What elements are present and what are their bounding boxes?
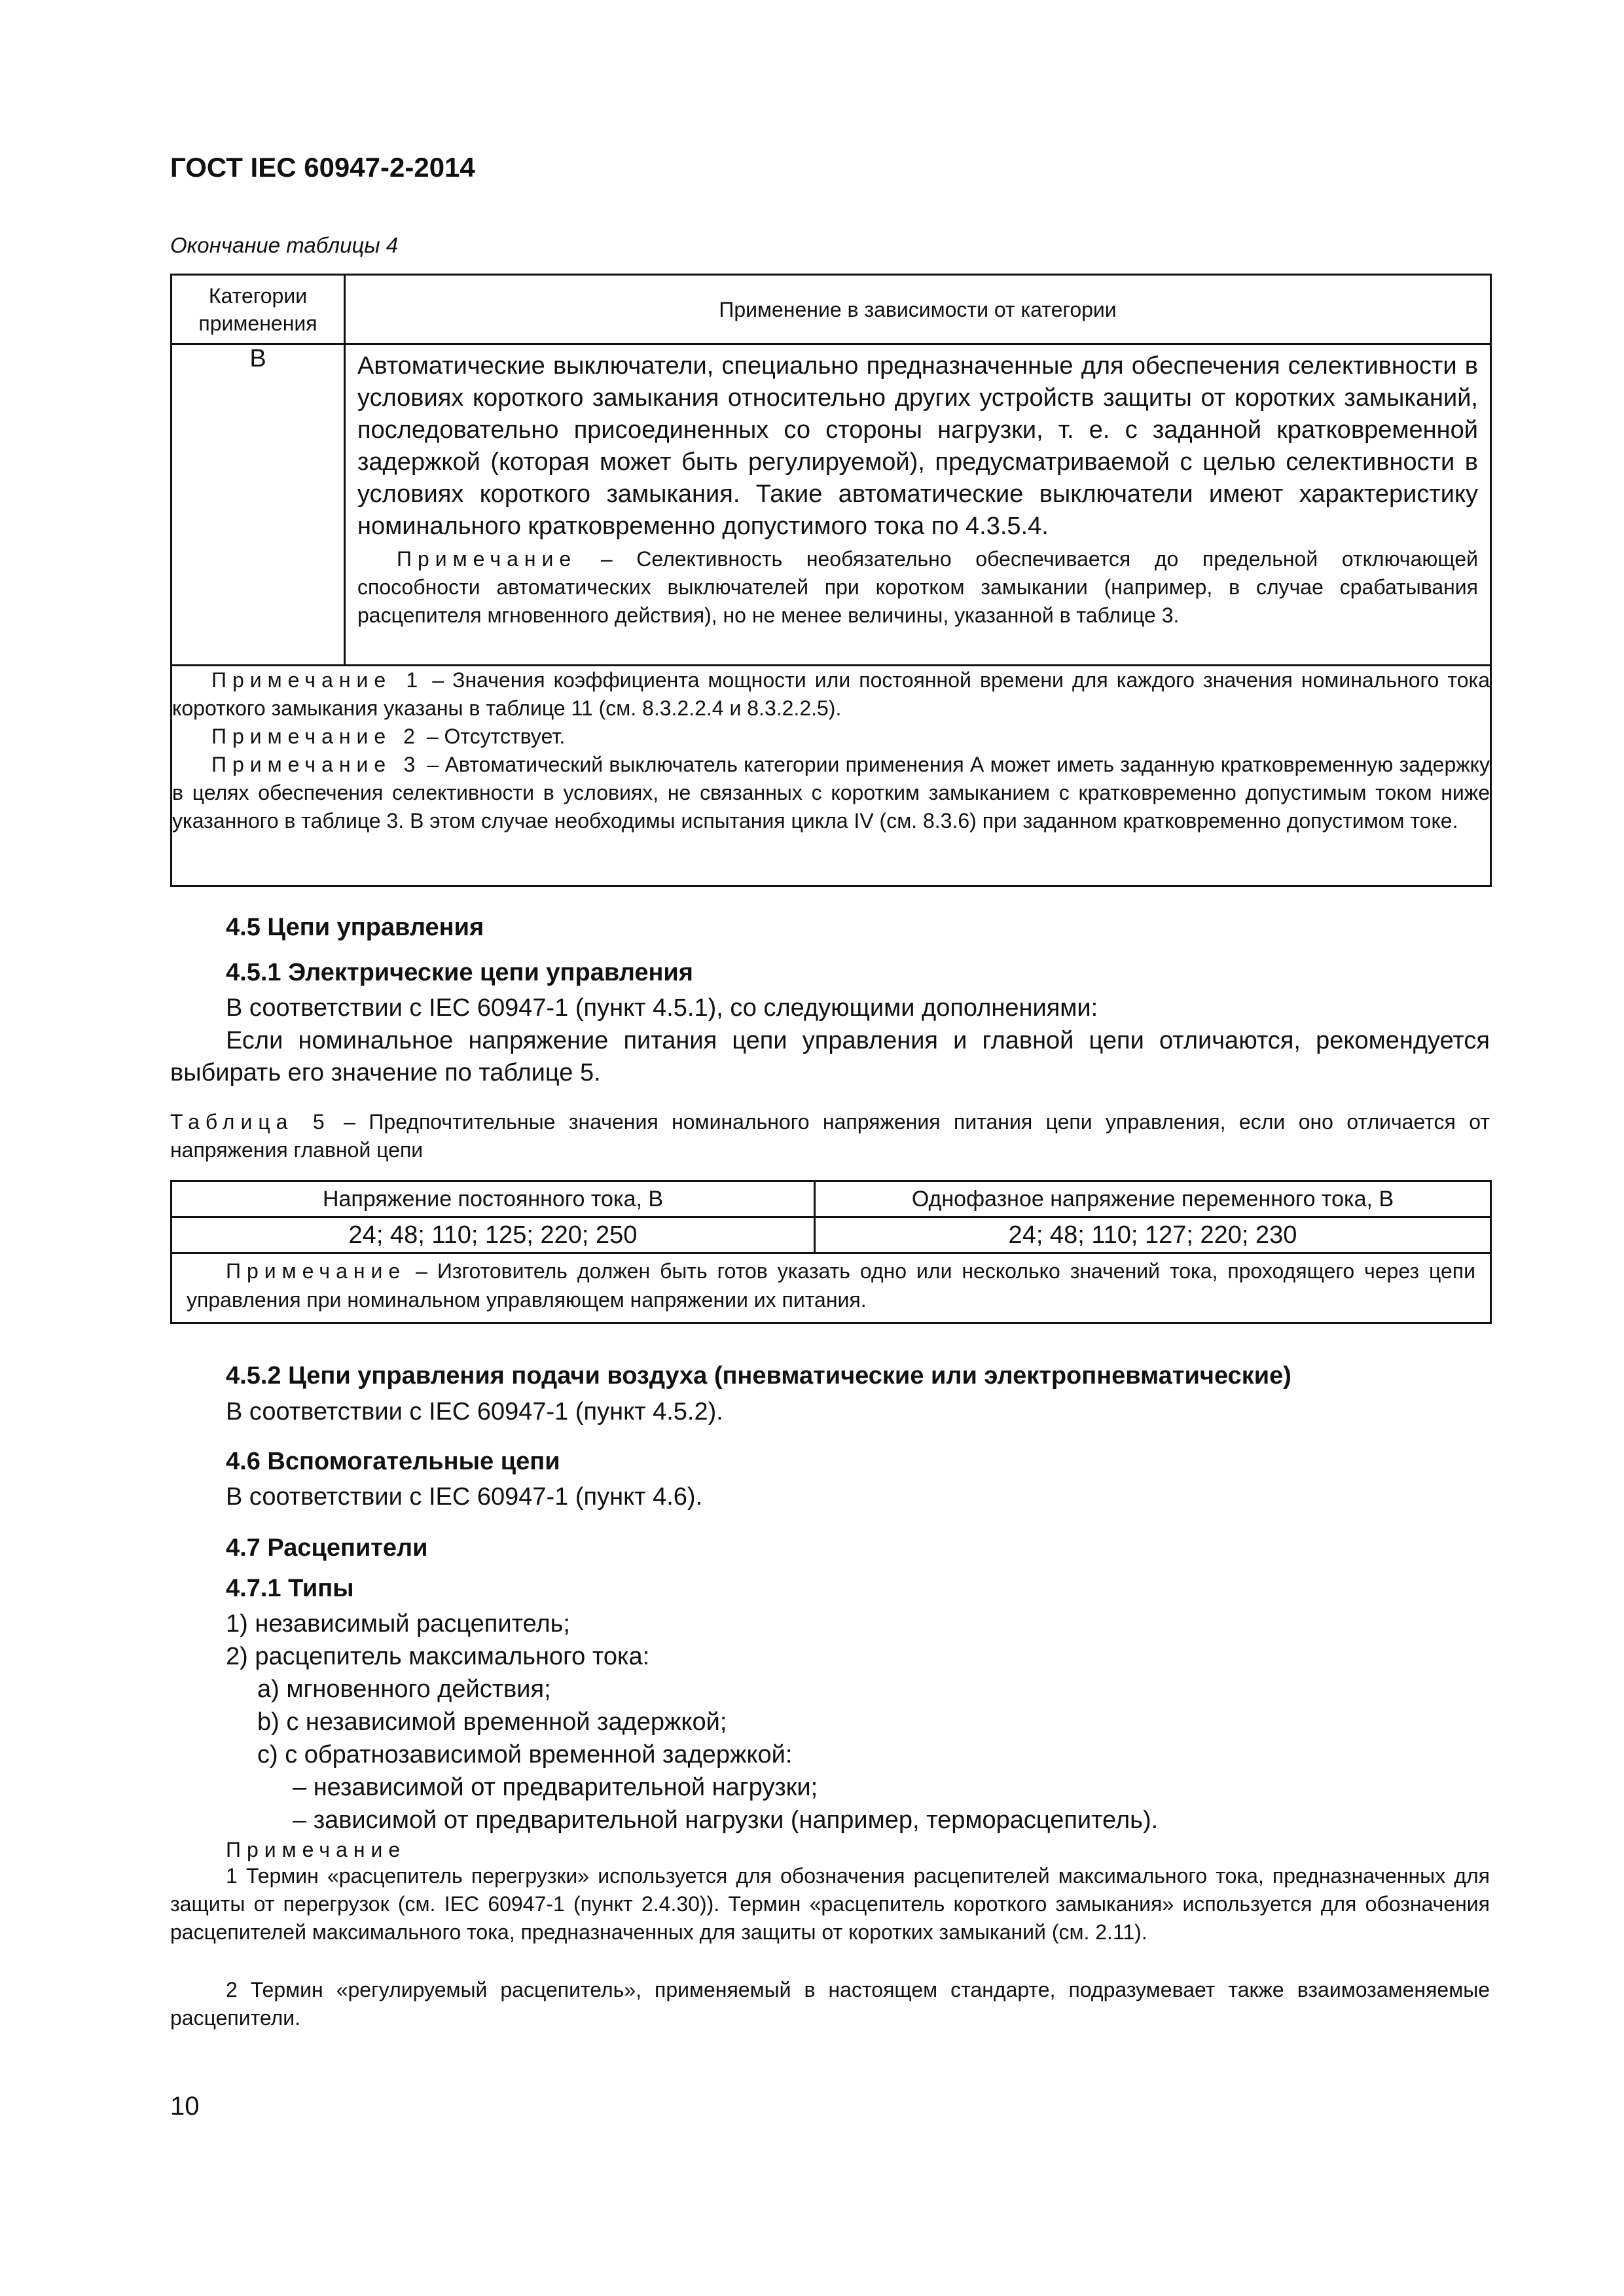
note2-text: – Отсутствует.: [420, 725, 566, 748]
table5-header-ac: Однофазное напряжение переменного тока, В: [815, 1181, 1491, 1217]
table5: [170, 1180, 1492, 1324]
note1-label: Примечание 1: [211, 668, 424, 692]
list-item: 1) независимый расцепитель;: [226, 1610, 570, 1638]
release-types-list: [226, 1607, 1158, 1837]
table5-note-text: – Изготовитель должен быть готов указать одно или несколько значений тока, проходящего через цепи управления при номинальном управляющем напряжении их питания.: [187, 1259, 1475, 1312]
section-4-5-title: 4.5 Цепи управления: [226, 914, 484, 941]
section-4-5-1-p2: Если номинальное напряжение питания цепи управления и главной цепи отличаются, рекомендуется выбирать его значение по таблице 5.: [170, 1027, 1490, 1086]
table4-notes: [171, 666, 1491, 886]
section-4-5-1-title: 4.5.1 Электрические цепи управления: [226, 959, 693, 986]
section-4-7-title: 4.7 Расцепители: [226, 1534, 428, 1562]
note1-text: – Значения коэффициента мощности или постоянной времени для каждого значения номинального тока короткого замыкания указаны в таблице 11 (см. 8.3.2.2.4 и 8.3.2.2.5).: [172, 668, 1490, 720]
row-note-text: – Селективность необязательно обеспечивается до предельной отключающей способности автоматических выключателей при коротком замыкании (например, в случае срабатывания расцепителя мгновенного действия), но не менее величины, указанной в таблице 3.: [357, 547, 1478, 627]
note2-label: Примечание 2: [211, 725, 421, 748]
page-number: 10: [170, 2092, 200, 2121]
note3-label: Примечание 3: [211, 753, 422, 776]
table5-caption: [170, 1108, 1490, 1164]
list-item: 2) расцепитель максимального тока:: [226, 1643, 650, 1670]
table5-caption-label: Таблица 5: [170, 1110, 331, 1134]
row-note-label: Примечание: [397, 547, 577, 571]
table4: [170, 274, 1492, 887]
list-item: c) с обратнозависимой временной задержкой:: [257, 1741, 793, 1768]
table4-description: Автоматические выключатели, специально предназначенные для обеспечения селективности в условиях короткого замыкания относительно других устройств защиты от коротких замыканий, последовательно присоединенных со стороны нагрузки, т. е. с заданной кратковременной задержкой (которая может быть регулируемой), предусматриваемой с целью селективности в условиях короткого замыкания. Такие автоматические выключатели имеют характеристику номинального кратковременно допустимого тока по 4.3.5.4.: [357, 352, 1478, 540]
section-4-7-note-2: 2 Термин «регулируемый расцепитель», применяемый в настоящем стандарте, подразумевает также взаимозаменяемые расцепители.: [170, 1978, 1490, 2030]
table4-header-category: Категории применения: [171, 275, 345, 344]
list-item: – независимой от предварительной нагрузки;: [293, 1774, 818, 1801]
table4-description-cell: [345, 344, 1491, 666]
table4-category-cell: В: [171, 344, 345, 666]
section-4-5-2-p: В соответствии с IEC 60947-1 (пункт 4.5.2).: [226, 1398, 723, 1426]
table5-values-ac: 24; 48; 110; 127; 220; 230: [815, 1217, 1491, 1253]
table5-caption-text: – Предпочтительные значения номинального напряжения питания цепи управления, если оно отличается от напряжения главной цепи: [170, 1110, 1490, 1162]
table4-row-note: [346, 543, 1490, 635]
table5-note: [171, 1253, 1491, 1323]
list-item: – зависимой от предварительной нагрузки (например, терморасцепитель).: [293, 1806, 1159, 1834]
table5-header-dc: Напряжение постоянного тока, В: [171, 1181, 815, 1217]
section-4-5-2-title: 4.5.2 Цепи управления подачи воздуха (пневматические или электропневматические): [226, 1362, 1291, 1390]
section-4-7-note-label: Примечание: [226, 1838, 406, 1861]
section-4-5-1-p1: В соответствии с IEC 60947-1 (пункт 4.5.1), со следующими дополнениями:: [226, 994, 1098, 1022]
section-4-6-title: 4.6 Вспомогательные цепи: [226, 1448, 560, 1475]
list-item: b) с независимой временной задержкой;: [257, 1708, 727, 1736]
table5-note-label: Примечание: [226, 1259, 406, 1283]
list-item: a) мгновенного действия;: [257, 1676, 551, 1703]
note3-text: – Автоматический выключатель категории применения А может иметь заданную кратковременную задержку в целях обеспечения селективности в условиях, не связанных с коротким замыканием с кратковременно допустимым током ниже указанного в таблице 3. В этом случае необходимы испытания цикла IV (см. 8.3.6) при заданном кратковременно допустимом токе.: [172, 753, 1490, 833]
section-4-6-p: В соответствии с IEC 60947-1 (пункт 4.6).: [226, 1483, 703, 1511]
table4-caption: Окончание таблицы 4: [170, 233, 399, 257]
section-4-7-1-title: 4.7.1 Типы: [226, 1575, 354, 1602]
section-4-7-note-1: 1 Термин «расцепитель перегрузки» используется для обозначения расцепителей максимального тока, предназначенных для защиты от перегрузок (см. IEC 60947-1 (пункт 2.4.30)). Термин «расцепитель короткого замыкания» используется для обозначения расцепителей максимального тока, предназначенных для защиты от коротких замыканий (см. 2.11).: [170, 1864, 1490, 1944]
table5-values-dc: 24; 48; 110; 125; 220; 250: [171, 1217, 815, 1253]
document-id: ГОСТ IEC 60947-2-2014: [170, 152, 475, 183]
table4-header-application: Применение в зависимости от категории: [345, 275, 1491, 344]
